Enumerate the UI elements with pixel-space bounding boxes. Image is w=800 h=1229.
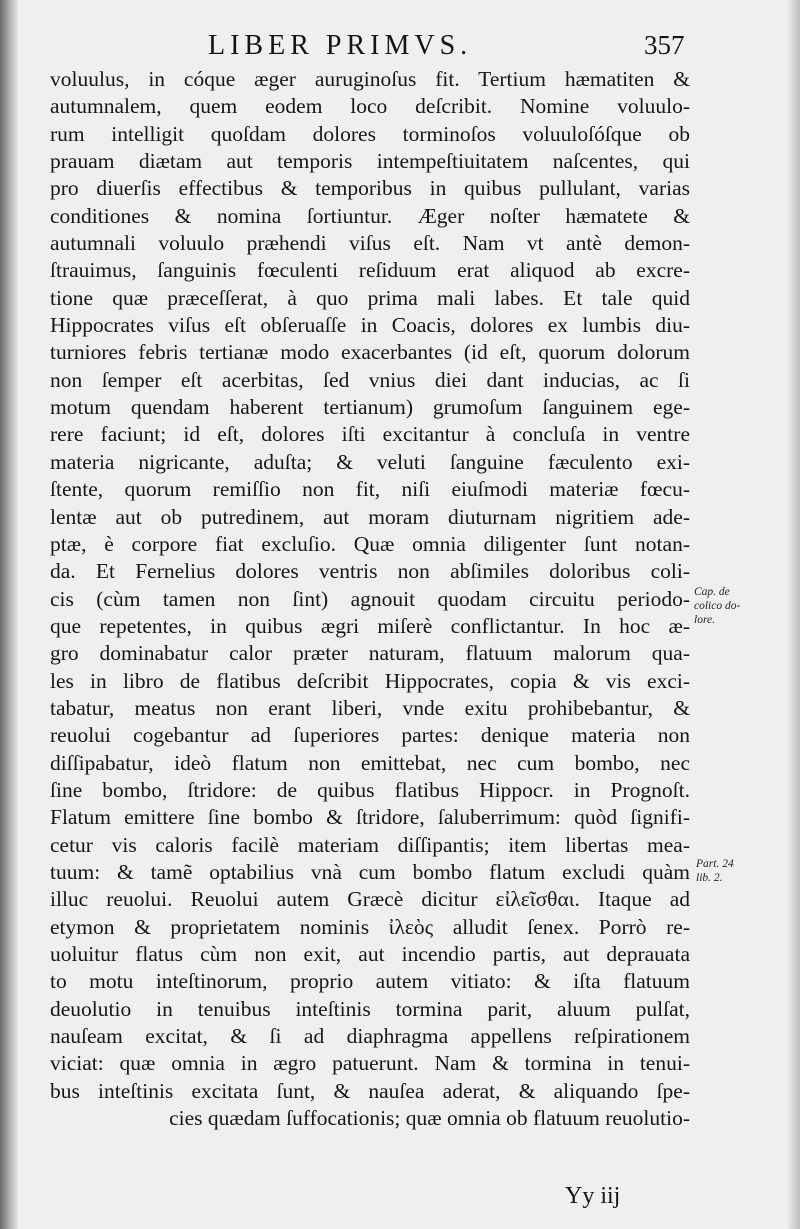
- text-line: diſſipabatur, ideò flatum non emittebat, nec cum bombo, nec: [50, 750, 690, 775]
- text-line: uoluitur flatus cùm non exit, aut incendio partis, aut deprauata: [50, 942, 690, 966]
- running-head: LIBER PRIMVS.: [208, 30, 473, 61]
- text-line: viciat: quæ omnia in ægro patuerunt. Nam & tormina in tenui-: [50, 1051, 690, 1076]
- text-line: turniores febris tertianæ modo exacerbantes (id eſt, quorum dolorum: [50, 340, 690, 365]
- text-line: voluulus, in cóque æger auruginoſus fit. Tertium hæmatiten &: [50, 67, 690, 91]
- text-line: illuc reuolui. Reuolui autem Græcè dicitur εἰλεῖσθαι. Itaque ad: [50, 887, 690, 912]
- text-line: ſtente, quorum remiſſio non fit, niſi eiuſmodi materiæ fœcu-: [50, 477, 690, 502]
- text-line: materia nigricante, aduſta; & veluti ſanguine fæculento exi-: [50, 449, 690, 474]
- text-line: prauam diætam aut temporis intempeſtiuitatem naſcentes, qui: [50, 149, 690, 174]
- text-line: ſine bombo, ſtridore: de quibus flatibus Hippocr. in Prognoſt.: [50, 777, 690, 802]
- text-line: pro diuerſis effectibus & temporibus in quibus pullulant, varias: [50, 176, 690, 201]
- text-line: da. Et Fernelius dolores ventris non abſimiles doloribus coli-: [50, 559, 690, 584]
- text-line: rere faciunt; id eſt, dolores iſti excitantur à concluſa in ventre: [50, 422, 690, 447]
- page-footer: [0, 1183, 800, 1217]
- text-line: cies quædam ſuffocationis; quæ omnia ob flatuum reuolutio-: [169, 1106, 690, 1131]
- text-line: les in libro de flatibus deſcribit Hippocrates, copia & vis exci-: [50, 668, 690, 693]
- text-line: non ſemper eſt acerbitas, ſed vnius diei dant inducias, ac ſi: [50, 367, 690, 392]
- signature-mark: Yy iij: [565, 1183, 621, 1209]
- text-line: Hippocrates viſus eſt obſeruaſſe in Coacis, dolores ex lumbis diu-: [50, 313, 690, 338]
- text-line: to motu inteſtinorum, proprio autem vitiato: & iſta flatuum: [50, 969, 690, 994]
- text-line: autumnalem, quem eodem loco deſcribit. Nomine voluulo-: [50, 94, 690, 119]
- text-line: etymon & proprietatem nominis ἰλεὸς alludit ſenex. Porrò re-: [50, 914, 690, 939]
- text-line: autumnali voluulo præhendi viſus eſt. Nam vt antè demon-: [50, 231, 690, 256]
- text-line: ſtrauimus, ſanguinis fœculenti reſiduum erat aliquod ab excre-: [50, 258, 690, 283]
- text-line: tione quæ præceſſerat, à quo prima mali labes. Et tale quid: [50, 285, 690, 310]
- text-line: tuum: & tamẽ optabilius vnà cum bombo flatum excludi quàm: [50, 859, 690, 884]
- text-line: reuolui cogebantur ad ſuperiores partes: denique materia non: [50, 723, 690, 748]
- page-header: [0, 30, 800, 64]
- text-line: Flatum emittere ſine bombo & ſtridore, ſaluberrimum: quòd ſignifi-: [50, 805, 690, 830]
- text-line: que repetentes, in quibus ægri miſerè conflictantur. In hoc æ-: [50, 613, 690, 638]
- page-edge: [788, 0, 800, 1229]
- text-line: bus inteſtinis excitata ſunt, & nauſea aderat, & aliquando ſpe-: [50, 1078, 690, 1103]
- page-number: 357: [644, 30, 685, 60]
- text-line: gro dominabatur calor præter naturam, flatuum malorum qua-: [50, 641, 690, 666]
- margin-note: Part. 24 lib. 2.: [696, 858, 734, 884]
- text-line: deuolutio in tenuibus inteſtinis tormina parit, aluum pulſat,: [50, 996, 690, 1021]
- text-line: rum intelligit quoſdam dolores torminoſos voluuloſóſque ob: [50, 121, 690, 146]
- text-line: tabatur, meatus non erant liberi, vnde exitu prohibebantur, &: [50, 695, 690, 720]
- text-line: cis (cùm tamen non ſint) agnouit quodam circuitu periodo-: [50, 586, 690, 611]
- text-line: nauſeam excitat, & ſi ad diaphragma appellens reſpirationem: [50, 1024, 690, 1049]
- margin-note: Cap. de colico do- lore.: [694, 586, 741, 626]
- text-line: cetur vis caloris facilè materiam diſſipantis; item libertas mea-: [50, 832, 690, 857]
- text-line: motum quendam haberent tertianum) grumoſum ſanguinem ege-: [50, 395, 690, 420]
- page-gutter-shadow: [0, 0, 18, 1229]
- text-line: conditiones & nomina ſortiuntur. Æger noſter hæmatete &: [50, 203, 690, 228]
- text-line: ptæ, è corpore fiat excluſio. Quæ omnia diligenter ſunt notan-: [50, 531, 690, 556]
- body-text: [50, 66, 690, 1132]
- text-line: lentæ aut ob putredinem, aut moram diuturnam nigritiem ade-: [50, 504, 690, 529]
